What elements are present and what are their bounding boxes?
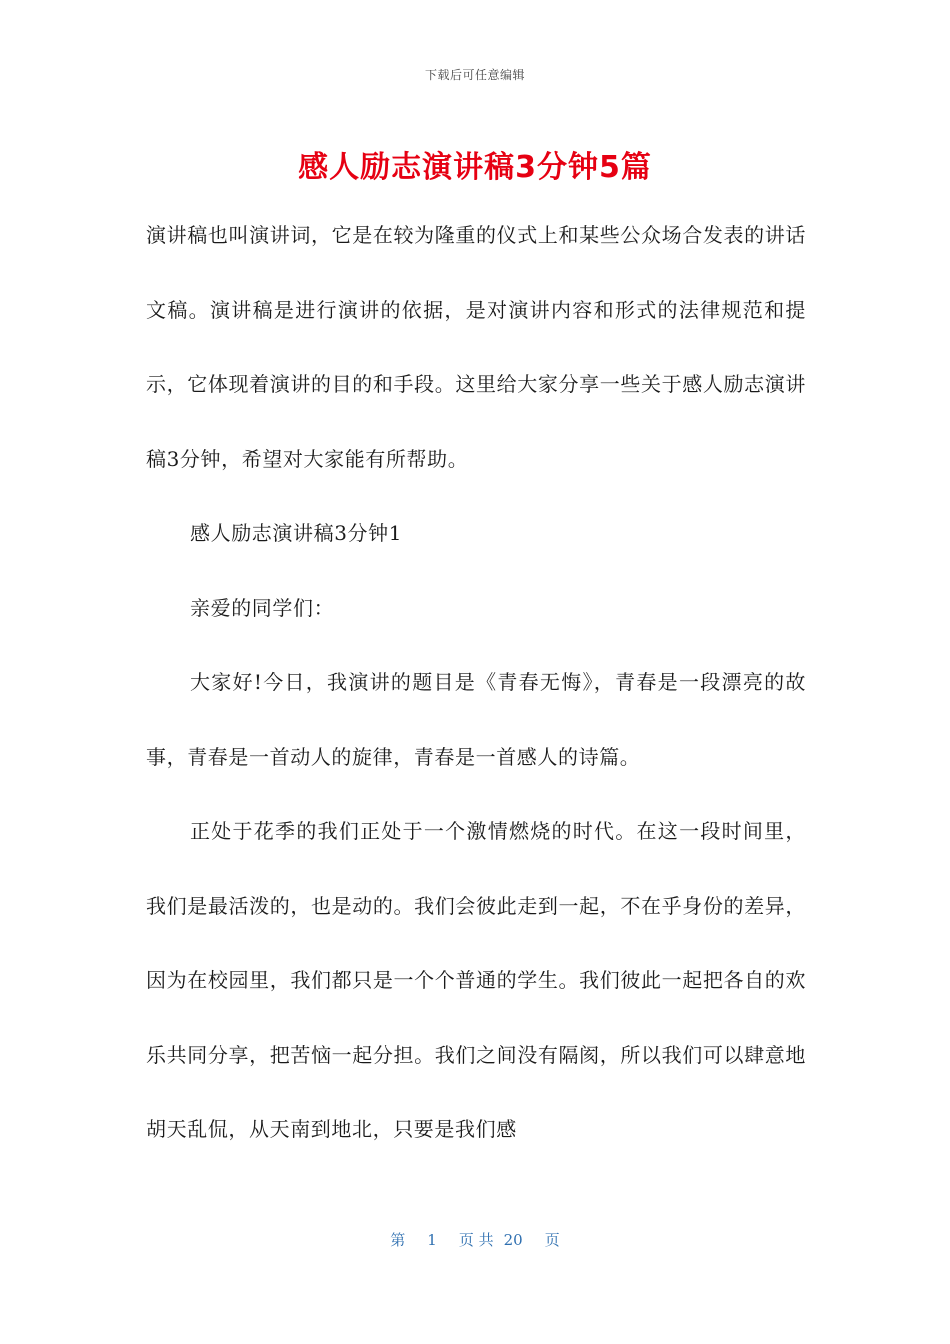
footer-label-di: 第 — [390, 1231, 406, 1249]
body-paragraph: 大家好!今日，我演讲的题目是《青春无悔》，青春是一段漂亮的故事，青春是一首动人的旋律，青春是一首感人的诗篇。 — [146, 670, 806, 769]
page-footer — [0, 1229, 950, 1250]
footer-label-ye: 页 — [544, 1231, 560, 1249]
body-paragraph: 正处于花季的我们正处于一个激情燃烧的时代。在这一段时间里，我们是最活泼的，也是动的。我们会彼此走到一起，不在乎身份的差异，因为在校园里，我们都只是一个个普通的学生。我们彼此一起把各自的欢乐共同分享，把苦恼一起分担。我们之间没有隔阂，所以我们可以肆意地胡天乱侃，从天南到地北，只要是我们感 — [146, 819, 806, 1141]
salutation: 亲爱的同学们： — [190, 595, 335, 620]
document-title: 感人励志演讲稿3分钟5篇 — [298, 150, 652, 185]
section-heading: 感人励志演讲稿3分钟1 — [190, 521, 403, 545]
footer-label-ye-gong: 页 共 — [458, 1231, 494, 1249]
intro-paragraph: 演讲稿也叫演讲词，它是在较为隆重的仪式上和某些公众场合发表的讲话文稿。演讲稿是进行演讲的依据，是对演讲内容和形式的法律规范和提示，它体现着演讲的目的和手段。这里给大家分享一些关于感人励志演讲稿3分钟，希望对大家能有所帮助。 — [146, 223, 806, 471]
footer-current-page: 1 — [427, 1231, 437, 1249]
header-note: 下载后可任意编辑 — [424, 68, 525, 82]
document-body — [146, 198, 806, 1167]
footer-total-pages: 20 — [503, 1231, 523, 1249]
